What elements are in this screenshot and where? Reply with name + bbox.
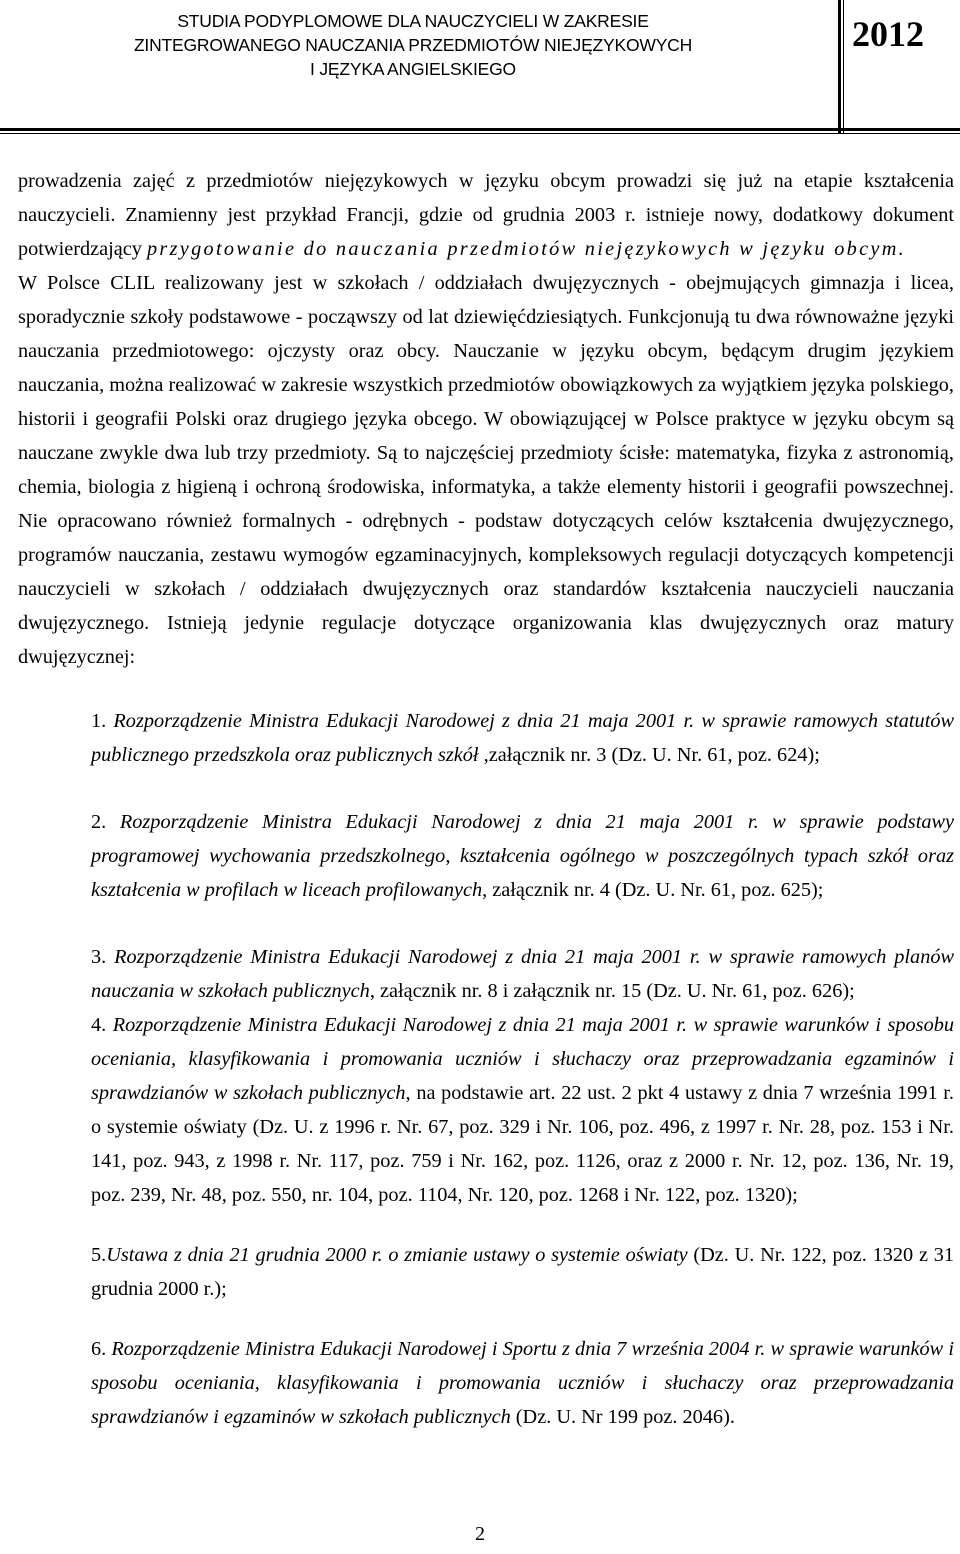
list-item-number: 5.: [91, 1244, 107, 1266]
header-line-1: STUDIA PODYPLOMOWE DLA NAUCZYCIELI W ZAKRESIE: [177, 11, 649, 31]
header-year: 2012: [852, 14, 924, 54]
list-item-title: Rozporządzenie Ministra Edukacji Narodowej z dnia 21 maja 2001 r. w sprawie podstawy programowej wychowania przedszkolnego, kształcenia ogólnego w poszczególnych typach szkół oraz kształcenia w profilach w liceach profilowanych: [91, 811, 955, 901]
list-item: [91, 1238, 954, 1306]
list-item-number: 3.: [91, 946, 115, 968]
list-item-details: (Dz. U. Nr. 122, poz. 1320 z 31 grudnia 2000 r.);: [91, 1244, 954, 1300]
list-item-number: 4.: [91, 1014, 113, 1036]
list-item-details: , na podstawie art. 22 ust. 2 pkt 4 ustawy z dnia 7 września 1991 r. o systemie oświaty (Dz. U. z 1996 r. Nr. 67, poz. 329 i Nr. 106, poz. 496, z 1997 r. Nr. 28, poz. 153 i Nr. 141, poz. 943, z 1998 r. Nr. 117, poz. 759 i Nr. 162, poz. 1126, oraz z 2000 r. Nr. 12, poz. 136, Nr. 19, poz. 239, Nr. 48, poz. 550, nr. 104, poz. 1104, Nr. 120, poz. 1268 i Nr. 122, poz. 1320);: [91, 1082, 954, 1206]
list-item-title: Rozporządzenie Ministra Edukacji Narodowej z dnia 21 maja 2001 r. w sprawie ramowych planów nauczania w szkołach publicznych: [91, 946, 955, 1002]
page-number: 2: [475, 1523, 485, 1545]
regulations-list: [91, 704, 954, 1434]
list-item-title: Rozporządzenie Ministra Edukacji Narodowej z dnia 21 maja 2001 r. w sprawie ramowych statutów publicznego przedszkola oraz publicznych szkół: [91, 710, 954, 766]
list-item-number: 1.: [91, 710, 114, 732]
list-item-title: Ustawa z dnia 21 grudnia 2000 r. o zmianie ustawy o systemie oświaty: [106, 1244, 688, 1266]
list-item: [91, 940, 954, 1008]
list-item: [91, 805, 954, 907]
list-item-details: (Dz. U. Nr 199 poz. 2046).: [510, 1406, 735, 1428]
paragraph-poland-clil: W Polsce CLIL realizowany jest w szkołach / oddziałach dwujęzycznych - obejmujących gimnazja i licea, sporadycznie szkoły podstawowe - począwszy od lat dziewięćdziesiątych. Funkcjonują tu dwa równoważne języki nauczania przedmiotowego: ojczysty oraz obcy. Nauczanie w języku obcym, będącym drugim językiem nauczania, można realizować w zakresie wszystkich przedmiotów obowiązkowych za wyjątkiem języka polskiego, historii i geografii Polski oraz drugiego języka obcego. W obowiązującej w Polsce praktyce w języku obcym są nauczane zwykle dwa lub trzy przedmioty. Są to najczęściej przedmioty ścisłe: matematyka, fizyka z astronomią, chemia, biologia z higieną i ochroną środowiska, informatyka, a także elementy historii i geografii powszechnej. Nie opracowano również formalnych - odrębnych - podstaw dotyczących celów kształcenia dwujęzycznego, programów nauczania, zestawu wymogów egzaminacyjnych, kompleksowych regulacji dotyczących kompetencji nauczycieli w szkołach / oddziałach dwujęzycznych oraz standardów kształcenia nauczycieli nauczania dwujęzycznego. Istnieją jedynie regulacje dotyczące organizowania klas dwujęzycznych oraz matury dwujęzycznej:: [18, 272, 954, 668]
list-item-title: Rozporządzenie Ministra Edukacji Narodowej i Sportu z dnia 7 września 2004 r. w sprawie warunków i sposobu oceniania, klasyfikowania i promowania uczniów i słuchaczy oraz przeprowadzania sprawdzianów i egzaminów w szkołach publicznych: [91, 1338, 954, 1428]
list-item: [91, 704, 954, 772]
list-item: [91, 1332, 954, 1434]
list-item-details: , załącznik nr. 4 (Dz. U. Nr. 61, poz. 625);: [482, 879, 824, 901]
header-line-2: ZINTEGROWANEGO NAUCZANIA PRZEDMIOTÓW NIEJĘZYKOWYCH: [133, 35, 693, 55]
paragraph-intro-italic: przygotowanie do nauczania przedmiotów niejęzykowych w języku obcym.: [146, 238, 907, 260]
page-header: [0, 0, 960, 134]
list-item: [91, 1008, 954, 1212]
header-divider-vertical: [838, 0, 841, 134]
header-title: [0, 9, 826, 81]
list-item-title: Rozporządzenie Ministra Edukacji Narodowej z dnia 21 maja 2001 r. w sprawie warunków i sposobu oceniania, klasyfikowania i promowania uczniów i słuchaczy oraz przeprowadzania egzaminów i sprawdzianów w szkołach publicznych: [91, 1014, 955, 1104]
paragraph-intro-text: prowadzenia zajęć z przedmiotów niejęzykowych w języku obcym prowadzi się już na etapie kształcenia nauczycieli. Znamienny jest przykład Francji, gdzie od grudnia 2003 r. istnieje nowy, dodatkowy dokument potwierdzający: [18, 170, 954, 260]
document-body: [18, 164, 954, 1434]
list-item-details: ,załącznik nr. 3 (Dz. U. Nr. 61, poz. 624);: [478, 744, 820, 766]
header-divider-horizontal: [0, 128, 960, 131]
header-divider-vertical-thin: [843, 0, 844, 134]
paragraph-intro: [18, 164, 954, 266]
list-item-details: , załącznik nr. 8 i załącznik nr. 15 (Dz. U. Nr. 61, poz. 626);: [369, 980, 855, 1002]
header-line-3: I JĘZYKA ANGIELSKIEGO: [310, 59, 516, 79]
header-divider-horizontal-thin: [0, 133, 960, 134]
list-item-number: 2.: [91, 811, 120, 833]
list-item-number: 6.: [91, 1338, 112, 1360]
